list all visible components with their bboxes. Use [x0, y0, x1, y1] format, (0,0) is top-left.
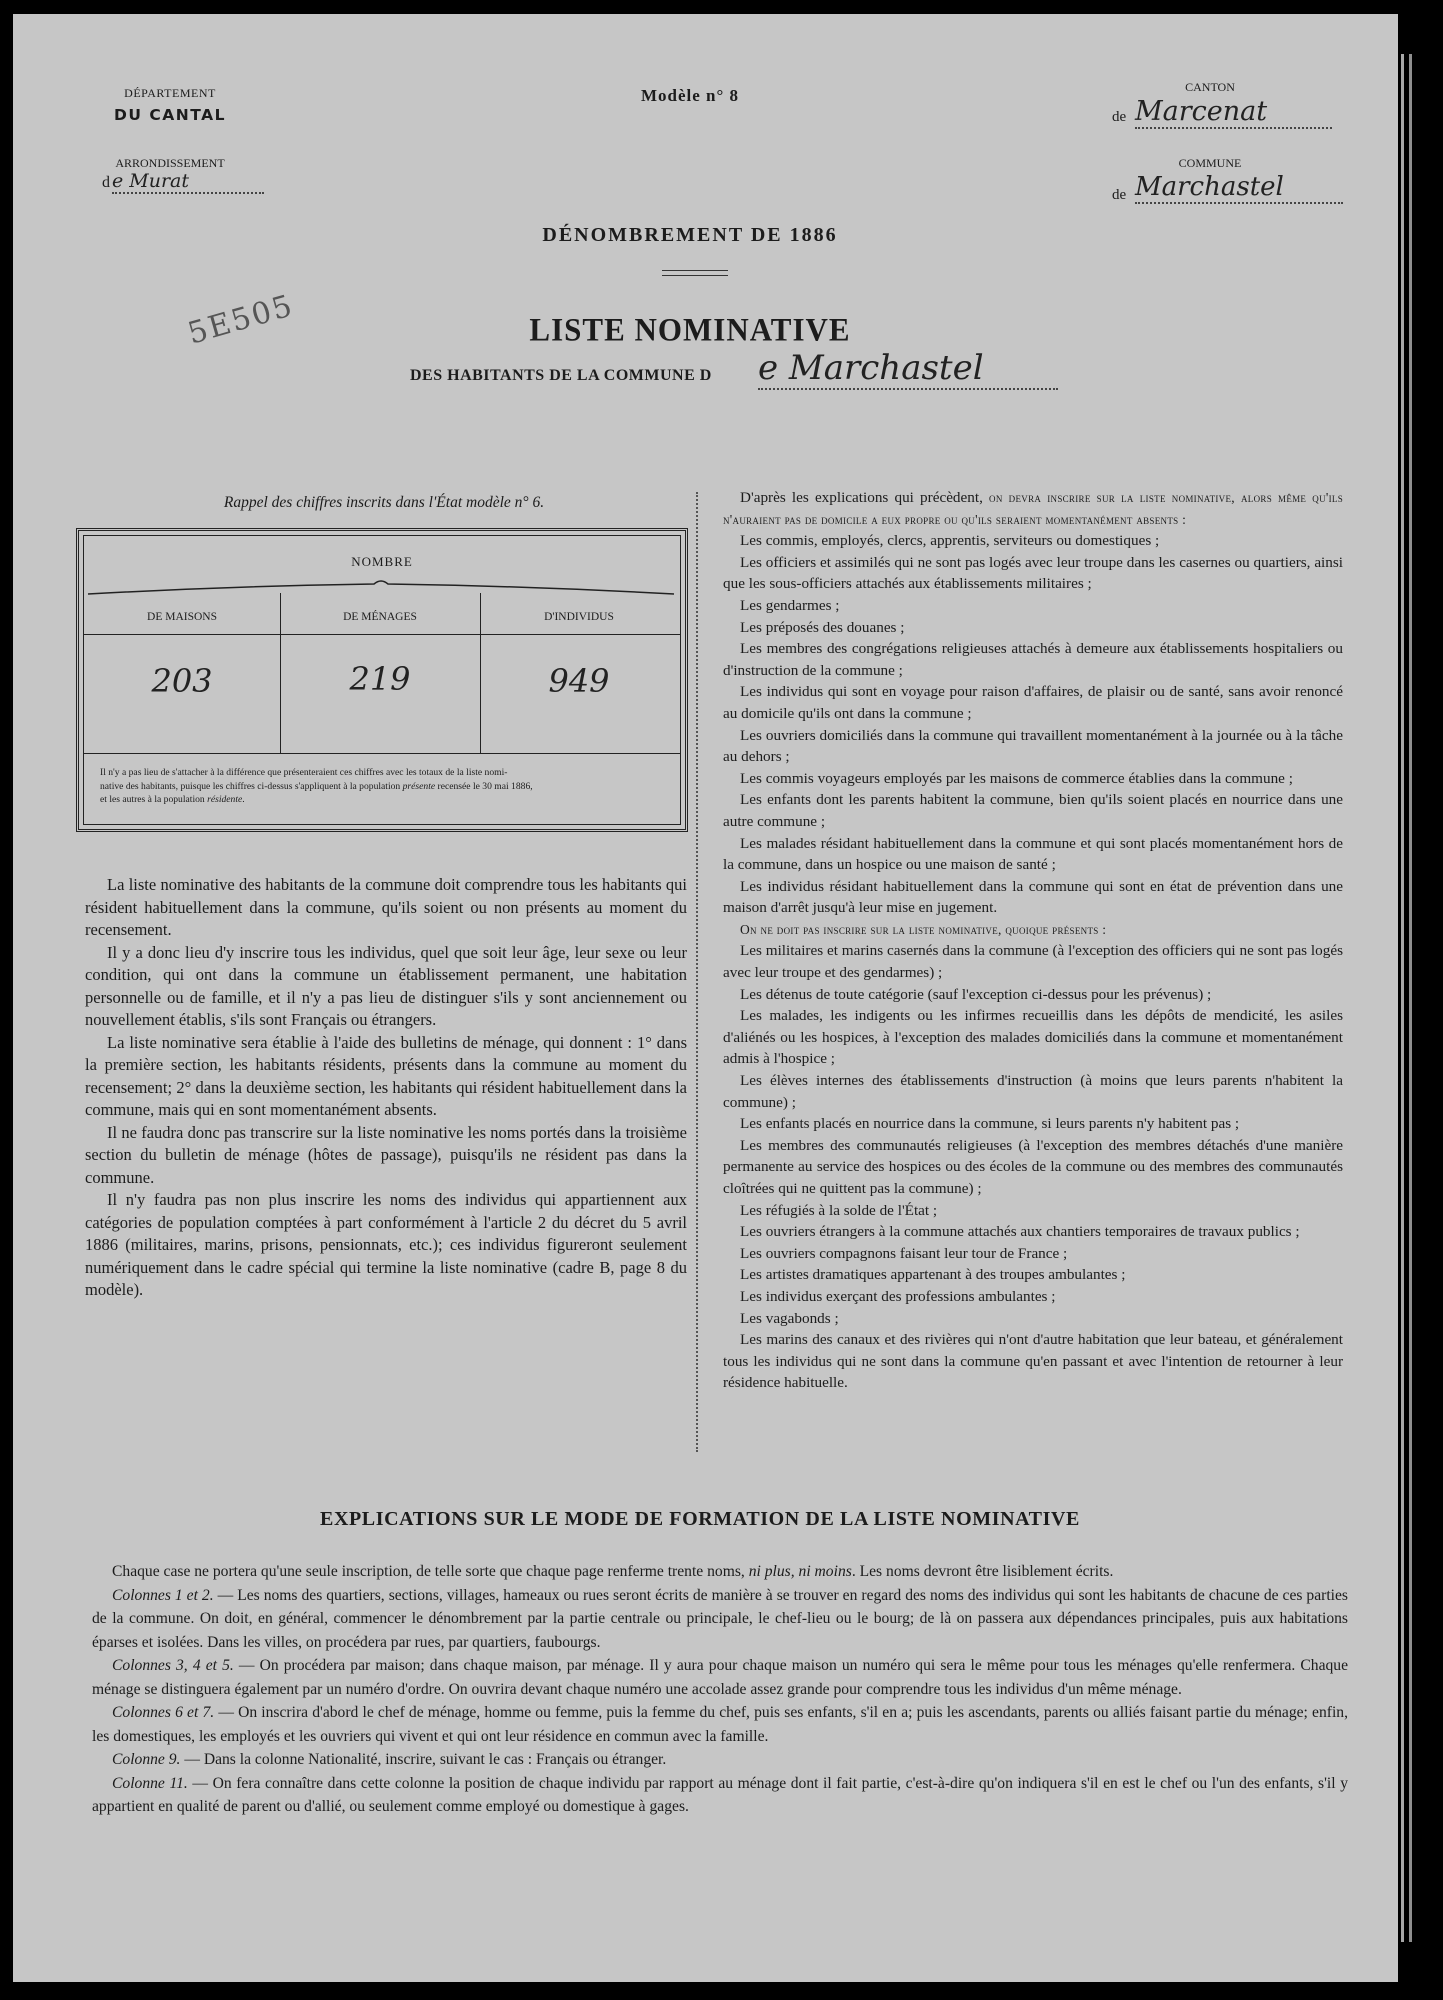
- rappel-table: [76, 528, 688, 832]
- left-paragraph: La liste nominative des habitants de la commune doit comprendre tous les habitants qui résident habituellement dans la commune, qu'ils soient ou non présents au moment du recensement.: [85, 875, 687, 939]
- exclude-item: Les vagabonds ;: [740, 1309, 839, 1327]
- left-paragraph: La liste nominative sera établie à l'aide des bulletins de ménage, qui donnent : 1° dans la première section, les habitants résidents, présents dans la commune au moment du recensement; 2° dans la deuxième section, les habitants qui résident habituellement dans la commune, mais qui en sont momentanément absents.: [85, 1032, 687, 1119]
- exclude-item: Les ouvriers compagnons faisant leur tour de France ;: [740, 1244, 1068, 1262]
- rappel-caption: Rappel des chiffres inscrits dans l'État modèle n° 6.: [223, 494, 545, 511]
- arrondissement-value: e Murat: [112, 170, 264, 194]
- exclude-item: Les réfugiés à la solde de l'État ;: [740, 1201, 938, 1219]
- exclude-item: Les détenus de toute catégorie (sauf l'exception ci-dessus pour les prévenus) ;: [740, 985, 1212, 1003]
- left-paragraph: Il n'y faudra pas non plus inscrire les noms des individus qui appartiennent aux catégories de population comptées à part conformément à l'article 2 du décret du 5 avril 1886 (militaires, marins, prisons, pensionnats, etc.); ces individus figureront seulement numériquement dans le cadre spécial qui termine la liste nominative (cadre B, page 8 du modèle).: [85, 1190, 687, 1299]
- commune-label: COMMUNE: [1178, 156, 1242, 170]
- include-item: Les enfants dont les parents habitent la commune, bien qu'ils soient placés en nourrice dans une autre commune ;: [723, 791, 1343, 830]
- subtitle-prefix: DES HABITANTS DE LA COMMUNE D: [410, 367, 712, 384]
- exclude-item: Les militaires et marins casernés dans la commune (à l'exception des officiers qui ne sont pas logés avec leur troupe et des gendarmes) ;: [723, 942, 1343, 982]
- commune-value: Marchastel: [1135, 172, 1343, 204]
- commune-prefix: de: [1112, 187, 1127, 203]
- ornament-rule: [662, 270, 728, 276]
- include-item: Les malades résidant habituellement dans la commune et qui sont placés momentanément hors de la commune, dans un hospice ou une maison de santé ;: [723, 834, 1343, 874]
- arrondissement-label: ARRONDISSEMENT: [115, 156, 225, 170]
- right-intro: D'après les explications qui précèdent, on devra inscrire sur la liste nominative, alors même qu'ils n'auraient pas de domicile a eux propre ou qu'ils seraient momentanément absents :: [723, 489, 1344, 527]
- explication-intro: Chaque case ne portera qu'une seule inscription, de telle sorte que chaque page renferme trente noms, ni plus, ni moins. Les noms devront être lisiblement écrits.: [112, 1563, 1114, 1580]
- exclude-item: Les individus exerçant des professions ambulantes ;: [740, 1287, 1056, 1305]
- explications-body: [92, 1560, 1348, 1819]
- arrondissement-prefix: d: [102, 174, 110, 191]
- explication-item: Colonnes 1 et 2. — Les noms des quartiers, sections, villages, hameaux ou rues seront écrits de manière à se trouver en regard des noms des individus qui sont les habitants de chacune de ces parties de la commune. On doit, en général, commencer le dénombrement par la partie centrale ou principale, le chef-lieu ou le bourg; de là on passera aux dépendances principales, puis aux habitations éparses et isolées. Dans les villes, on procédera par rues, par quartiers, faubourgs.: [92, 1586, 1348, 1651]
- col-menages: DE MÉNAGES: [343, 611, 417, 623]
- departement-label: DÉPARTEMENT: [124, 86, 216, 100]
- col-maisons: DE MAISONS: [147, 611, 217, 623]
- explication-item: Colonnes 6 et 7. — On inscrira d'abord le chef de ménage, homme ou femme, puis la femme du chef, puis ses enfants, s'il en a; puis les ascendants, parents ou alliés faisant partie du ménage; enfin, les domestiques, les employés et les ouvriers qui vivent et qui ont leur résidence en commun avec la famille.: [92, 1704, 1348, 1745]
- value-maisons: 203: [151, 662, 213, 700]
- exclude-item: Les élèves internes des établissements d'instruction (à moins que leurs parents n'habitent la commune) ;: [723, 1072, 1343, 1111]
- left-instructions: [85, 874, 687, 1302]
- explication-item: Colonne 9. — Dans la colonne Nationalité, inscrire, suivant le cas : Français ou étranger.: [112, 1751, 667, 1768]
- include-item: Les préposés des douanes ;: [740, 618, 905, 636]
- nombre-header: NOMBRE: [351, 554, 413, 569]
- liste-nominative-title: LISTE NOMINATIVE: [529, 311, 851, 348]
- include-item: Les individus qui sont en voyage pour raison d'affaires, de plaisir ou de santé, sans avoir renoncé au domicile qu'ils ont dans la commune ;: [723, 683, 1343, 722]
- col-individus: D'INDIVIDUS: [544, 611, 614, 623]
- canton-prefix: de: [1112, 109, 1127, 125]
- include-item: Les officiers et assimilés qui ne sont pas logés avec leur troupe dans les casernes ou quartiers, ainsi que les sous-officiers attachés aux établissements militaires ;: [723, 553, 1343, 593]
- subtitle-commune: e Marchastel: [758, 348, 1058, 390]
- canton-value: Marcenat: [1135, 96, 1332, 129]
- explication-item: Colonnes 3, 4 et 5. — On procédera par maison; dans chaque maison, par ménage. Il y aura pour chaque maison un numéro qui sera le même pour tous les ménages qu'elle renfermera. Chaque ménage se distinguera également par un numéro d'ordre. On ouvrira devant chaque numéro une accolade assez grande pour comprendre tous les individus d'un même ménage.: [92, 1657, 1349, 1698]
- nombre-brace: [84, 574, 678, 598]
- include-item: Les commis, employés, clercs, apprentis, serviteurs ou domestiques ;: [740, 532, 1160, 550]
- page-edge: [1409, 54, 1412, 1942]
- exclude-item: Les malades, les indigents ou les infirmes recueillis dans les dépôts de mendicité, les asiles d'aliénés ou les hospices, à l'exception des malades domiciliés dans la commune et momentanément admis à l'hospice ;: [723, 1007, 1343, 1068]
- include-item: Les individus résidant habituellement dans la commune qui sont en état de prévention dans une maison d'arrêt jusqu'à leur mise en jugement.: [723, 877, 1343, 917]
- left-paragraph: Il y a donc lieu d'y inscrire tous les individus, quel que soit leur âge, leur sexe ou leur condition, qui ont dans la commune un établissement permanent, une habitation personnelle ou de famille, et il n'y a pas lieu de distinguer s'ils y sont anciennement ou nouvellement établis, s'ils sont Français ou étrangers.: [85, 942, 687, 1029]
- canton-label: CANTON: [1185, 80, 1235, 94]
- exclude-item: Les ouvriers étrangers à la commune attachés aux chantiers temporaires de travaux publics ;: [740, 1223, 1300, 1241]
- explications-heading: EXPLICATIONS SUR LE MODE DE FORMATION DE LA LISTE NOMINATIVE: [320, 1508, 1080, 1530]
- explication-item: Colonne 11. — On fera connaître dans cette colonne la position de chaque individu par rapport au ménage dont il fait partie, c'est-à-dire qu'on indiquera s'il en est le chef ou l'un des enfants, s'il y appartient en qualité de parent ou d'allié, ou seulement comme employé ou domestique à gages.: [92, 1774, 1348, 1815]
- rappel-note: Il n'y a pas lieu de s'attacher à la différence que présenteraient ces chiffres avec les totaux de la liste nomi- native des habitants, puisque les chiffres ci-dessus s'appliquent à la population présente recensée le 30 mai 1886, et les autres à la population résidente.: [100, 767, 533, 805]
- denombrement-title: DÉNOMBREMENT DE 1886: [542, 224, 838, 246]
- right-instructions: [723, 487, 1343, 1394]
- include-item: Les membres des congrégations religieuses attachés à demeure aux établissements hospitaliers ou d'instruction de la commune ;: [723, 640, 1343, 679]
- left-paragraph: Il ne faudra donc pas transcrire sur la liste nominative les noms portés dans la troisième section du bulletin de ménage (hôtes de passage), puisqu'ils ne résident pas dans la commune.: [85, 1122, 687, 1187]
- exclude-heading: On ne doit pas inscrire sur la liste nominative, quoique présents :: [740, 921, 1107, 937]
- value-individus: 949: [548, 662, 610, 700]
- column-divider: [696, 492, 698, 1452]
- exclude-item: Les artistes dramatiques appartenant à des troupes ambulantes ;: [740, 1266, 1126, 1284]
- archive-number: 5E505: [184, 288, 298, 352]
- include-item: Les commis voyageurs employés par les maisons de commerce établies dans la commune ;: [740, 769, 1293, 787]
- departement-name: DU CANTAL: [114, 106, 226, 124]
- exclude-item: Les membres des communautés religieuses (à l'exception des membres détachés d'une manière permanente au service des hospices ou des écoles de la commune ou des membres des communautés cloîtrées qui ne quittent pas la commune) ;: [723, 1136, 1343, 1197]
- page-edge: [1401, 54, 1404, 1942]
- modele-number: Modèle n° 8: [640, 86, 740, 105]
- exclude-item: Les marins des canaux et des rivières qui n'ont d'autre habitation que leur bateau, et généralement tous les individus qui ne sont dans la commune qu'en passant et avec l'intention de retourner à leur résidence habituelle.: [723, 1331, 1343, 1392]
- value-menages: 219: [349, 660, 411, 698]
- include-item: Les ouvriers domiciliés dans la commune qui travaillent momentanément à la journée ou à la tâche au dehors ;: [723, 726, 1343, 766]
- include-item: Les gendarmes ;: [740, 596, 840, 614]
- exclude-item: Les enfants placés en nourrice dans la commune, si leurs parents n'y habitent pas ;: [740, 1115, 1240, 1133]
